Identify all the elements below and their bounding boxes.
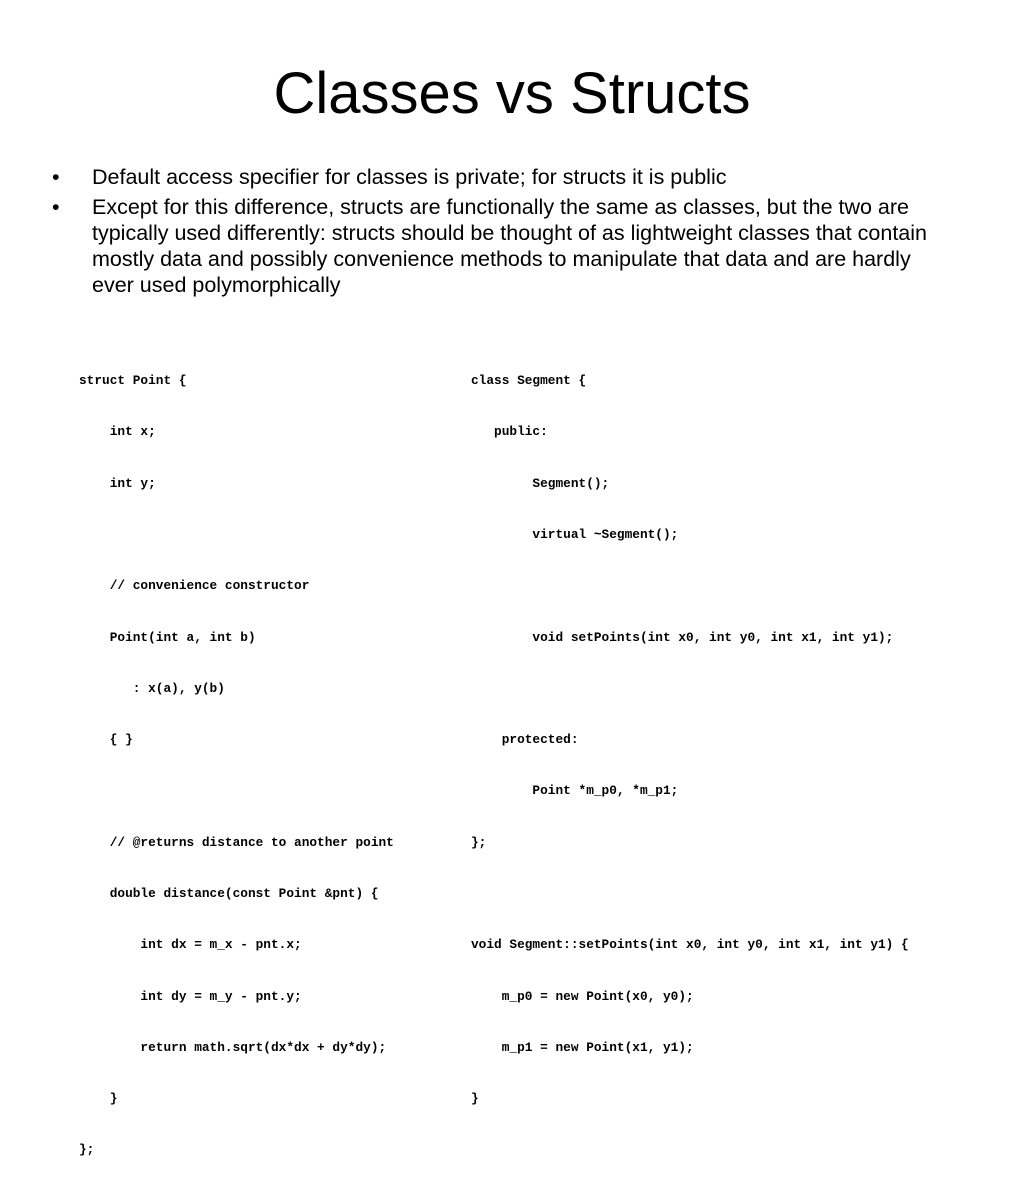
bullet-text: Except for this difference, structs are functionally the same as classes, but the two are typically used differently: structs should be thought of as lightweight classes that contain mostly data and possibly convenience methods to manipulate that data and are hardly ever used polymorphically bbox=[92, 195, 927, 297]
code-line bbox=[471, 680, 909, 697]
code-line bbox=[471, 885, 909, 902]
code-block-class-segment bbox=[471, 338, 909, 1141]
code-line: void Segment::setPoints(int x0, int y0, int x1, int y1) { bbox=[471, 937, 909, 953]
bullet-marker: • bbox=[52, 165, 60, 189]
code-line: m_p1 = new Point(x1, y1); bbox=[471, 1039, 694, 1055]
code-line: } bbox=[471, 1091, 479, 1107]
code-line: }; bbox=[471, 834, 487, 850]
code-line: public: bbox=[471, 424, 548, 440]
code-line bbox=[471, 577, 909, 594]
code-line: int dy = m_y - pnt.y; bbox=[79, 988, 302, 1004]
code-line: // @returns distance to another point bbox=[79, 834, 394, 850]
code-line: m_p0 = new Point(x0, y0); bbox=[471, 988, 694, 1004]
code-line: return math.sqrt(dx*dx + dy*dy); bbox=[79, 1039, 387, 1055]
bullet-item bbox=[52, 164, 952, 190]
code-line: int x; bbox=[79, 424, 156, 440]
code-line: }; bbox=[79, 1142, 95, 1158]
code-line: void setPoints(int x0, int y0, int x1, int y1); bbox=[471, 629, 894, 645]
bullet-list bbox=[52, 164, 952, 302]
code-block-struct-point bbox=[79, 338, 394, 1193]
code-line: struct Point { bbox=[79, 373, 187, 389]
code-line: virtual ~Segment(); bbox=[471, 527, 679, 543]
bullet-text: Default access specifier for classes is private; for structs it is public bbox=[92, 165, 727, 189]
code-line: : x(a), y(b) bbox=[79, 680, 225, 696]
code-line bbox=[79, 526, 394, 543]
slide-title: Classes vs Structs bbox=[273, 61, 751, 126]
code-line: int y; bbox=[79, 475, 156, 491]
code-line: // convenience constructor bbox=[79, 578, 310, 594]
code-line: Point *m_p0, *m_p1; bbox=[471, 783, 679, 799]
bullet-item bbox=[52, 194, 952, 298]
code-line: Segment(); bbox=[471, 475, 610, 491]
code-line bbox=[79, 782, 394, 799]
code-line: class Segment { bbox=[471, 373, 587, 389]
code-line: Point(int a, int b) bbox=[79, 629, 256, 645]
code-line: double distance(const Point &pnt) { bbox=[79, 886, 379, 901]
code-line: { } bbox=[79, 732, 133, 748]
code-line: int dx = m_x - pnt.x; bbox=[79, 937, 302, 953]
bullet-marker: • bbox=[52, 195, 60, 219]
code-line: protected: bbox=[471, 732, 579, 748]
code-line: } bbox=[79, 1091, 118, 1107]
